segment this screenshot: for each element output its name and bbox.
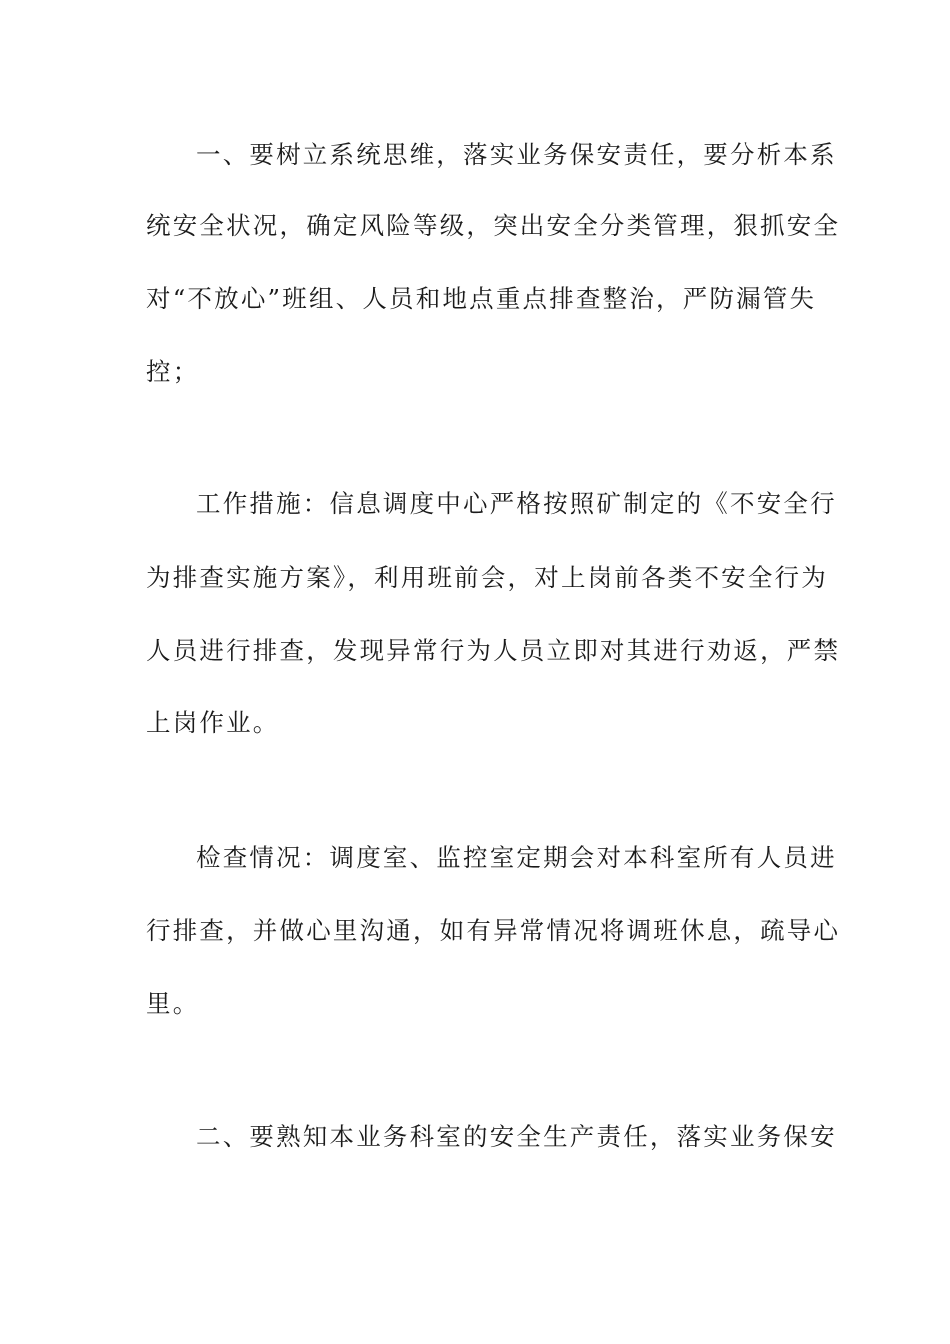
- paragraph-3-line-2: 行排查，并做心里沟通，如有异常情况将调班休息，疏导心: [146, 916, 841, 945]
- paragraph-1-line-3: 对“不放心”班组、人员和地点重点排查整治，严防漏管失: [146, 284, 817, 313]
- paragraph-1-line-4: 控；: [146, 357, 200, 386]
- paragraph-2-line-4: 上岗作业。: [146, 708, 280, 737]
- paragraph-4-line-1: 二、要熟知本业务科室的安全生产责任，落实业务保安: [196, 1122, 837, 1151]
- paragraph-2-line-2: 为排查实施方案》，利用班前会，对上岗前各类不安全行为: [146, 563, 828, 592]
- paragraph-1-line-2: 统安全状况，确定风险等级，突出安全分类管理，狠抓安全: [146, 211, 841, 240]
- paragraph-2-line-1: 工作措施：信息调度中心严格按照矿制定的《不安全行: [196, 489, 837, 518]
- paragraph-3-line-3: 里。: [146, 989, 200, 1018]
- paragraph-2-line-3: 人员进行排查，发现异常行为人员立即对其进行劝返，严禁: [146, 636, 841, 665]
- paragraph-3-line-1: 检查情况：调度室、监控室定期会对本科室所有人员进: [196, 843, 837, 872]
- paragraph-1-line-1: 一、要树立系统思维，落实业务保安责任，要分析本系: [196, 140, 837, 169]
